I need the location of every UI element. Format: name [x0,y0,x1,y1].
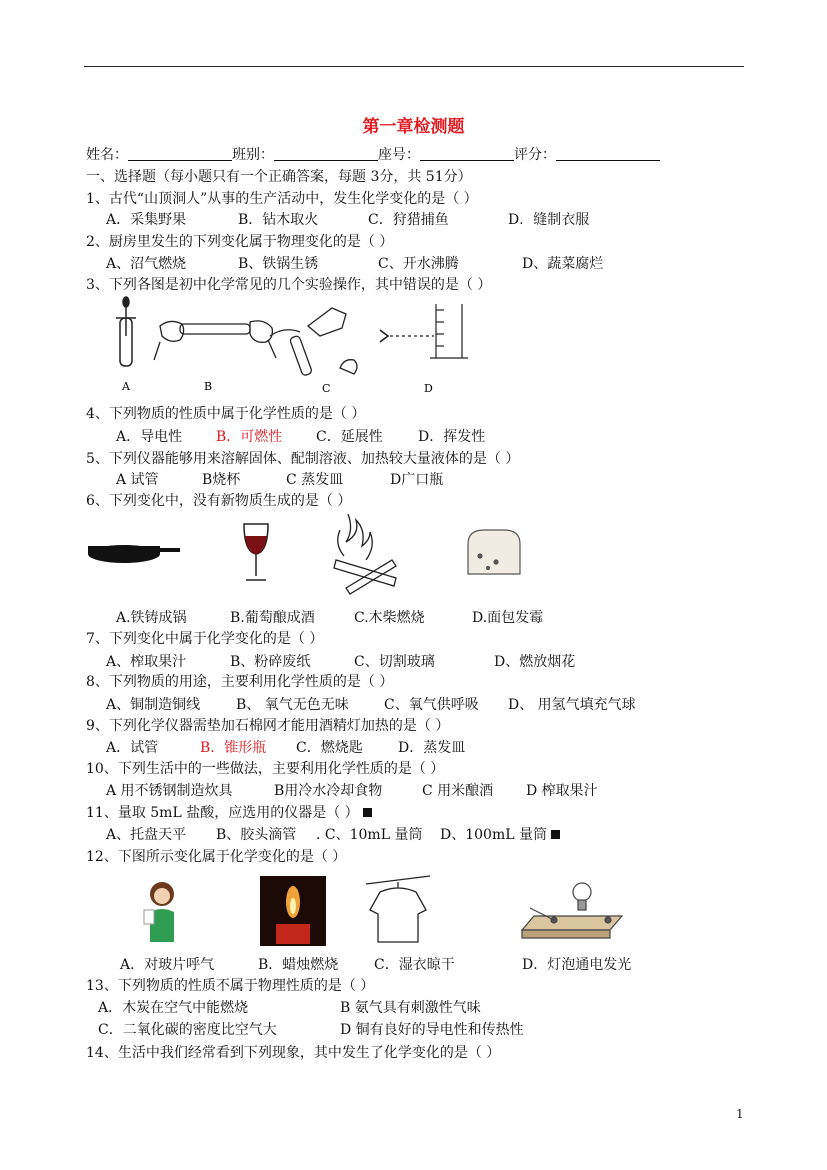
question-8-stem: 8、下列物质的用途，主要利用化学性质的是（ ） [86,674,394,690]
q11-option-d[interactable] [440,826,560,844]
q9-option-c[interactable]: C．燃烧匙 [296,740,363,756]
q6-option-c[interactable]: C.木柴燃烧 [354,610,425,626]
question-2-stem: 2、厨房里发生的下列变化属于物理变化的是（ ） [86,234,394,250]
figure-label-b: B [204,380,213,393]
header-rule [84,66,744,67]
figure-label-d: D [424,382,433,395]
score-field[interactable] [556,147,660,161]
q11-option-b[interactable]: B、胶头滴管 [216,827,297,843]
q5-option-c[interactable]: C 蒸发皿 [286,472,344,488]
q7-option-d[interactable]: D、燃放烟花 [494,654,576,670]
question-11-stem [86,804,372,822]
q1-option-a[interactable]: A．采集野果 [106,212,187,228]
question-6-stem: 6、下列变化中，没有新物质生成的是（ ） [86,493,352,509]
figure-b-hands [154,321,276,360]
question-9-stem: 9、下列化学仪器需垫加石棉网才能用酒精灯加热的是（ ） [86,718,450,734]
q1-option-d[interactable]: D．缝制衣服 [508,212,590,228]
class-field[interactable] [274,147,378,161]
page-number: 1 [736,1107,744,1121]
q8-option-a[interactable]: A、铜制造铜线 [106,697,201,713]
seat-label: 座号： [378,147,420,163]
q6-option-b[interactable]: B.葡萄酿成酒 [230,610,315,626]
q2-option-b[interactable]: B、铁锅生锈 [238,256,319,272]
q4-option-d[interactable]: D．挥发性 [418,429,486,445]
q12-images [130,874,630,950]
q7-option-c[interactable]: C、切割玻璃 [354,654,435,670]
frying-pan-icon [88,545,180,563]
q6-images [86,510,526,600]
page-title: 第一章检测题 [362,117,465,137]
figure-label-c: C [322,382,331,395]
q12-option-b[interactable]: B．蜡烛燃烧 [258,957,339,973]
q10-option-c[interactable]: C 用米酿酒 [422,783,494,799]
q9-option-a[interactable]: A．试管 [106,740,159,756]
figure-c-pouring [270,308,357,376]
section-heading: 一、选择题（每小题只有一个正确答案，每题 3分，共 51分） [86,169,472,185]
figure-label-a: A [122,380,130,393]
moldy-bread-icon [468,530,520,574]
q9-option-d[interactable]: D．蒸发皿 [398,740,466,756]
seat-field[interactable] [420,147,514,161]
q6-option-a[interactable]: A.铁铸成锅 [116,610,187,626]
q5-option-a[interactable]: A 试管 [116,472,159,488]
q12-option-c[interactable]: C．湿衣晾干 [374,957,455,973]
q13-option-d[interactable]: D 铜有良好的导电性和传热性 [340,1022,524,1038]
q13-option-b[interactable]: B 氨气具有刺激性气味 [340,1000,481,1016]
question-12-stem: 12、下图所示变化属于化学变化的是（ ） [86,849,347,865]
q5-option-d[interactable]: D广口瓶 [390,472,444,488]
light-bulb-circuit-icon [522,883,622,938]
q4-option-c[interactable]: C．延展性 [316,429,383,445]
square-mark-icon [363,808,372,817]
figure-d-cylinder [380,304,468,358]
q8-option-d[interactable]: D、 用氢气填充气球 [508,697,636,713]
q13-option-a[interactable]: A．木炭在空气中能燃烧 [98,1000,249,1016]
question-13-stem: 13、下列物质的性质不属于物理性质的是（ ） [86,978,375,994]
q12-option-d[interactable]: D．灯泡通电发光 [522,957,632,973]
name-field[interactable] [128,147,232,161]
q6-option-d[interactable]: D.面包发霉 [472,610,544,626]
square-mark-icon [551,830,560,839]
q9-option-b[interactable]: B．锥形瓶 [200,740,267,756]
q11-stem-text: 11、量取 5mL 盐酸，应选用的仪器是（ ） [86,805,359,821]
lab-operations-figure [100,296,480,400]
q2-option-a[interactable]: A、沼气燃烧 [106,256,187,272]
class-label: 班别： [232,147,274,163]
question-3-stem: 3、下列各图是初中化学常见的几个实验操作，其中错误的是（ ） [86,277,492,293]
girl-breathing-icon [144,882,174,942]
q1-option-c[interactable]: C．狩猎捕鱼 [368,212,449,228]
q7-option-b[interactable]: B、粉碎废纸 [230,654,311,670]
q11-option-a[interactable]: A、托盘天平 [106,827,187,843]
q8-option-b[interactable]: B、 氧气无色无味 [236,697,349,713]
q10-option-a[interactable]: A 用不锈钢制造炊具 [106,783,233,799]
q4-option-a[interactable]: A．导电性 [116,429,183,445]
figure-a-dropper [116,297,136,366]
q5-option-b[interactable]: B烧杯 [202,472,241,488]
student-info-row [86,146,660,164]
q2-option-d[interactable]: D、蔬菜腐烂 [522,256,604,272]
wine-glass-icon [244,524,268,580]
q4-option-b[interactable]: B．可燃性 [216,429,283,445]
q1-option-b[interactable]: B．钻木取火 [238,212,319,228]
q10-option-d[interactable]: D 榨取果汁 [526,783,598,799]
question-10-stem: 10、下列生活中的一些做法，主要利用化学性质的是（ ） [86,761,445,777]
question-7-stem: 7、下列变化中属于化学变化的是（ ） [86,631,324,647]
name-label: 姓名： [86,147,128,163]
question-14-stem: 14、生活中我们经常看到下列现象，其中发生了化学变化的是（ ） [86,1045,501,1061]
q8-option-c[interactable]: C、氧气供呼吸 [384,697,479,713]
drying-clothes-icon [366,876,430,942]
q2-option-c[interactable]: C、开水沸腾 [378,256,459,272]
question-5-stem: 5、下列仪器能够用来溶解固体、配制溶液、加热较大量液体的是（ ） [86,451,520,467]
question-4-stem: 4、下列物质的性质中属于化学性质的是（ ） [86,406,366,422]
score-label: 评分： [514,147,556,163]
q11-option-c[interactable]: . C、10mL 量筒 [316,827,423,843]
question-1-stem: 1、古代“山顶洞人”从事的生产活动中，发生化学变化的是（ ） [86,191,478,207]
q11-option-d-label: D、100mL 量筒 [440,827,547,843]
q12-option-a[interactable]: A．对玻片呼气 [120,957,215,973]
burning-wood-icon [334,514,396,594]
burning-candle-icon [260,876,326,946]
q7-option-a[interactable]: A、榨取果汁 [106,654,187,670]
q13-option-c[interactable]: C．二氧化碳的密度比空气大 [98,1022,277,1038]
q10-option-b[interactable]: B用冷水冷却食物 [274,783,383,799]
